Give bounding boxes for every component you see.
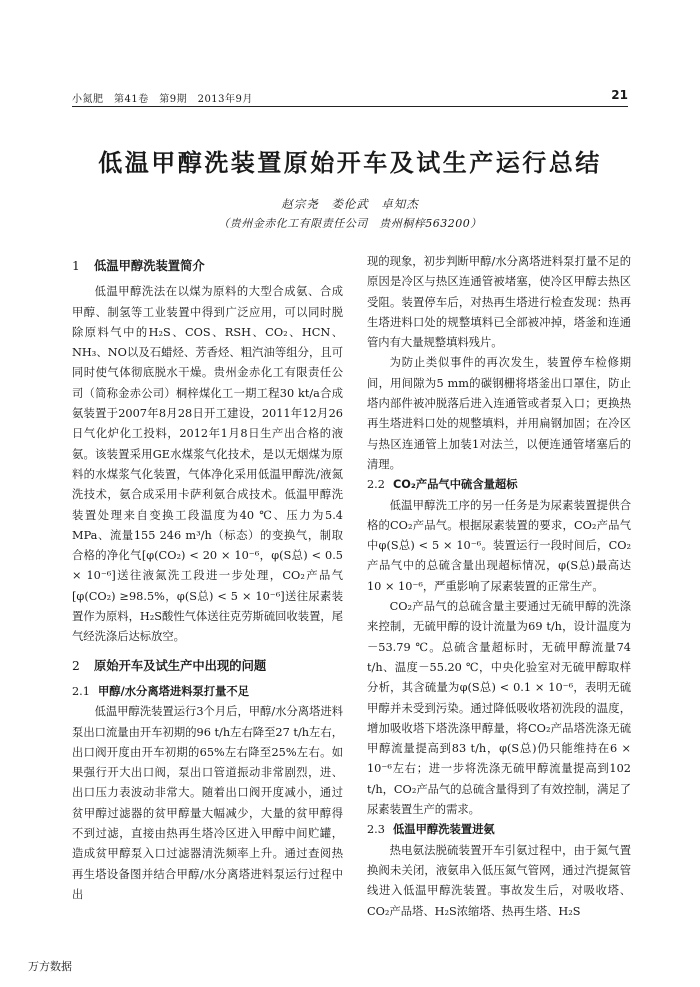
section-heading-2 — [72, 656, 343, 676]
section-title: 低温甲醇洗装置简介 — [94, 259, 205, 273]
paragraph-continued: 现的现象，初步判断甲醇/水分离塔进料泵打量不足的原因是冷区与热区连通管被堵塞，使冷区甲醇去热区受阻。装置停车后，对热再生塔进行检查发现：热再生塔进料口处的规整填料已全部被冲掉，塔釜和连通管内有大量规整填料残片。 — [367, 255, 631, 350]
header-rule — [72, 106, 628, 107]
right-column — [367, 252, 631, 922]
paragraph: CO₂产品气的总硫含量主要通过无硫甲醇的洗涤来控制，无硫甲醇的设计流量为69 t/h，设计温度为－53.79 ℃。总硫含量超标时，无硫甲醇流量74 t/h、温度－55.20 ℃，中央化验室对无硫甲醇取样分析，其含硫量为φ(S总) < 0.1 × 10⁻⁶，表明无硫甲醇并未受到污染。通过降低吸收塔初洗段的温度，增加吸收塔下塔洗涤甲醇量，将CO₂产品塔洗涤无硫甲醇流量提高到83 t/h，φ(S总)仍只能维持在6 × 10⁻⁶左右；进一步将洗涤无硫甲醇流量提高到102 t/h，CO₂产品气的总硫含量得到了有效控制，满足了尿素装置生产的需求。 — [367, 600, 631, 817]
footer-watermark: 万方数据 — [28, 960, 72, 973]
left-column — [72, 252, 343, 905]
subsection-title: 甲醇/水分离塔进料泵打量不足 — [98, 684, 249, 698]
section-number: 2 — [72, 658, 80, 673]
section-heading-1 — [72, 256, 343, 276]
paragraph: 为防止类似事件的再次发生，装置停车检修期间，用间隙为5 mm的碳钢栅将塔釜出口罩住，防止塔内部件被冲脱落后进入连通管或者泵入口；更换热再生塔进料口处的规整填料，并用扁钢加固；在冷区与热区连通管上加装1对法兰，以便连通管堵塞后的清理。 — [367, 356, 631, 471]
subsection-number: 2.1 — [72, 684, 90, 698]
subsection-number: 2.3 — [367, 823, 385, 837]
subsection-title: CO₂产品气中硫含量超标 — [393, 478, 518, 492]
subsection-heading-2-3 — [367, 820, 631, 840]
affiliation: （贵州金赤化工有限责任公司 贵州桐梓563200） — [218, 217, 482, 230]
paragraph: 低温甲醇洗工序的另一任务是为尿素装置提供合格的CO₂产品气。根据尿素装置的要求，CO₂产品气中φ(S总) < 5 × 10⁻⁶。装置运行一段时间后，CO₂产品气中的总硫含量出现超标情况，φ(S总)最高达10 × 10⁻⁶，严重影响了尿素装置的正常生产。 — [367, 498, 631, 593]
section-title: 原始开车及试生产中出现的问题 — [94, 658, 267, 673]
article-title: 低温甲醇洗装置原始开车及试生产运行总结 — [98, 149, 602, 177]
running-header — [72, 88, 628, 108]
page-number: 21 — [611, 88, 628, 102]
paragraph: 热电氨法脱硫装置开车引氨过程中，由于氮气置换阀未关闭，液氨串入低压氮气管网，通过汽提氮管线进入低温甲醇洗装置。事故发生后，对吸收塔、CO₂产品塔、H₂S浓缩塔、热再生塔、H₂S — [367, 843, 631, 918]
paragraph: 低温甲醇洗装置运行3个月后，甲醇/水分离塔进料泵出口流量由开车初期的96 t/h左右降至27 t/h左右，出口阀开度由开车初期的65%左右降至25%左右。如果强行开大出口阀，泵出口管道振动非常剧烈，进、出口压力表波动非常大。随着出口阀开度减小，通过贫甲醇过滤器的贫甲醇量大幅减少，大量的贫甲醇得不到过滤，直接由热再生塔冷区进入甲醇中间贮罐，造成贫甲醇泵入口过滤器清洗频率上升。通过查阅热再生塔设备图并结合甲醇/水分离塔进料泵运行过程中出 — [72, 705, 343, 901]
subsection-number: 2.2 — [367, 478, 385, 492]
subsection-heading-2-1 — [72, 682, 343, 702]
subsection-heading-2-2 — [367, 475, 631, 495]
section-number: 1 — [72, 259, 80, 273]
journal-info: 小氮肥 第41卷 第9期 2013年9月 — [72, 94, 253, 105]
subsection-title: 低温甲醇洗装置进氨 — [393, 823, 495, 837]
paragraph: 低温甲醇洗法在以煤为原料的大型合成氨、合成甲醇、制氢等工业装置中得到广泛应用，可以同时脱除原料气中的H₂S、COS、RSH、CO₂、HCN、NH₃、NO以及石蜡烃、芳香烃、粗汽油等组分，且可同时使气体彻底脱水干燥。贵州金赤化工有限责任公司（简称金赤公司）桐梓煤化工一期工程30 kt/a合成氨装置于2007年8月28日开工建设，2011年12月26日气化炉化工投料，2012年1月8日生产出合格的液氨。该装置采用GE水煤浆气化技术，是以无烟煤为原料的水煤浆气化装置，气体净化采用低温甲醇洗/液氮洗技术，氨合成采用卡萨利氨合成技术。低温甲醇洗装置处理来自变换工段温度为40 ℃、压力为5.4 MPa、流量155 246 m³/h（标态）的变换气，制取合格的净化气[φ(CO₂) < 20 × 10⁻⁶，φ(S总) < 0.5 × 10⁻⁶]送往液氮洗工段进一步处理，CO₂产品气[φ(CO₂) ≥98.5%，φ(S总) < 5 × 10⁻⁶]送往尿素装置作为原料，H₂S酸性气体送往克劳斯硫回收装置，尾气经洗涤后达标放空。 — [72, 285, 343, 644]
author-list: 赵宗尧 娄伦武 卓知杰 — [281, 197, 419, 211]
